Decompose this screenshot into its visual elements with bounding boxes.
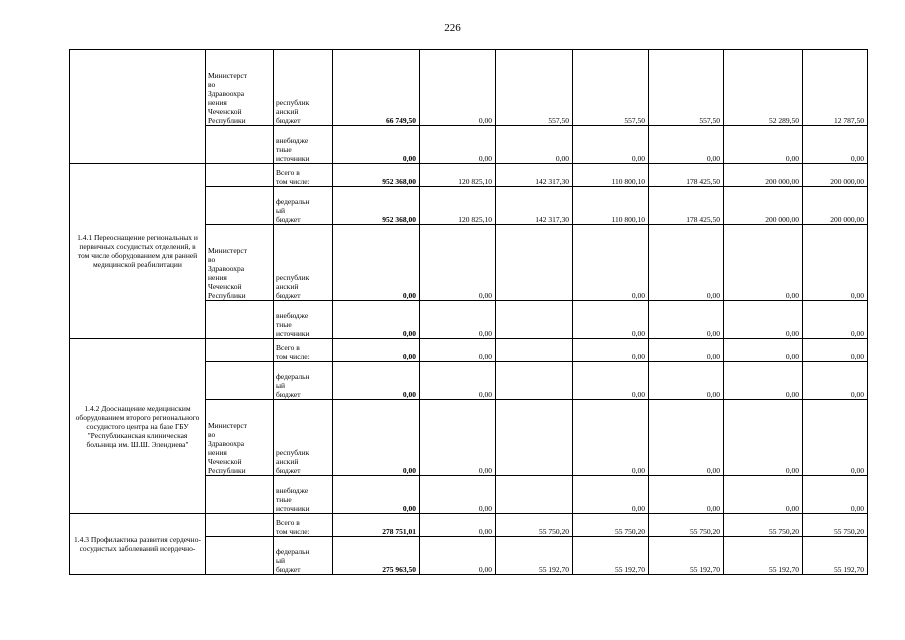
year-value-cell: 0,00 [420, 225, 496, 301]
year-value-cell: 0,00 [803, 400, 868, 476]
source-cell: Всего в том числе: [274, 339, 333, 362]
year-value-cell: 55 750,20 [573, 514, 649, 537]
source-cell: внебюдже тные источники [274, 126, 333, 164]
source-cell: федеральн ый бюджет [274, 187, 333, 225]
year-value-cell: 200 000,00 [724, 187, 803, 225]
year-value-cell: 0,00 [803, 126, 868, 164]
source-cell: федеральн ый бюджет [274, 537, 333, 575]
total-value-cell: 952 368,00 [333, 164, 420, 187]
year-value-cell: 0,00 [420, 362, 496, 400]
year-value-cell: 55 750,20 [649, 514, 724, 537]
executor-cell [206, 301, 274, 339]
program-cell: 1.4.2 Дооснащение медицинским оборудованием второго регионального сосудистого центра на базе ГБУ "Республиканская клиническая больница им. Ш.Ш. Элендиева" [70, 339, 206, 514]
year-value-cell: 55 192,70 [496, 537, 573, 575]
year-value-cell [496, 339, 573, 362]
year-value-cell: 0,00 [573, 126, 649, 164]
source-cell: внебюдже тные источники [274, 301, 333, 339]
year-value-cell: 200 000,00 [724, 164, 803, 187]
source-cell: республик анский бюджет [274, 50, 333, 126]
year-value-cell: 557,50 [573, 50, 649, 126]
year-value-cell: 0,00 [649, 362, 724, 400]
year-value-cell: 0,00 [803, 362, 868, 400]
total-value-cell: 0,00 [333, 476, 420, 514]
year-value-cell: 120 825,10 [420, 164, 496, 187]
source-cell: Всего в том числе: [274, 164, 333, 187]
table-body [70, 50, 868, 575]
year-value-cell: 178 425,50 [649, 187, 724, 225]
year-value-cell: 12 787,50 [803, 50, 868, 126]
year-value-cell: 0,00 [649, 225, 724, 301]
executor-cell: Министерст во Здравоохра нения Чеченской Республики [206, 50, 274, 126]
year-value-cell: 0,00 [420, 400, 496, 476]
table-row [70, 164, 868, 187]
executor-cell [206, 126, 274, 164]
year-value-cell: 0,00 [573, 400, 649, 476]
year-value-cell: 0,00 [649, 339, 724, 362]
executor-cell [206, 362, 274, 400]
year-value-cell [496, 400, 573, 476]
year-value-cell: 0,00 [649, 301, 724, 339]
executor-cell: Министерст во Здравоохра нения Чеченской Республики [206, 400, 274, 476]
year-value-cell: 55 192,70 [573, 537, 649, 575]
year-value-cell: 55 192,70 [649, 537, 724, 575]
year-value-cell: 0,00 [420, 476, 496, 514]
year-value-cell: 0,00 [573, 339, 649, 362]
year-value-cell: 0,00 [573, 362, 649, 400]
year-value-cell: 178 425,50 [649, 164, 724, 187]
source-cell: республик анский бюджет [274, 400, 333, 476]
year-value-cell: 55 192,70 [803, 537, 868, 575]
total-value-cell: 0,00 [333, 225, 420, 301]
page-number: 226 [444, 22, 461, 34]
year-value-cell [496, 476, 573, 514]
year-value-cell: 0,00 [803, 476, 868, 514]
total-value-cell: 0,00 [333, 126, 420, 164]
executor-cell [206, 537, 274, 575]
year-value-cell [496, 225, 573, 301]
executor-cell [206, 164, 274, 187]
year-value-cell: 0,00 [724, 225, 803, 301]
total-value-cell: 0,00 [333, 400, 420, 476]
year-value-cell: 55 192,70 [724, 537, 803, 575]
year-value-cell: 0,00 [724, 339, 803, 362]
source-cell: федеральн ый бюджет [274, 362, 333, 400]
year-value-cell: 200 000,00 [803, 164, 868, 187]
year-value-cell: 142 317,30 [496, 164, 573, 187]
year-value-cell: 0,00 [649, 400, 724, 476]
executor-cell [206, 476, 274, 514]
total-value-cell: 0,00 [333, 339, 420, 362]
year-value-cell: 557,50 [649, 50, 724, 126]
year-value-cell: 0,00 [649, 126, 724, 164]
table-row [70, 339, 868, 362]
year-value-cell: 0,00 [573, 301, 649, 339]
program-cell: 1.4.3 Профилактика развития сердечно-сосудистых заболеваний исердечно- [70, 514, 206, 575]
year-value-cell [496, 362, 573, 400]
total-value-cell: 275 963,50 [333, 537, 420, 575]
year-value-cell: 110 800,10 [573, 187, 649, 225]
year-value-cell: 557,50 [496, 50, 573, 126]
year-value-cell: 55 750,20 [496, 514, 573, 537]
executor-cell [206, 339, 274, 362]
year-value-cell: 0,00 [420, 339, 496, 362]
year-value-cell: 0,00 [420, 126, 496, 164]
year-value-cell: 0,00 [724, 301, 803, 339]
year-value-cell: 0,00 [724, 126, 803, 164]
year-value-cell: 0,00 [496, 126, 573, 164]
executor-cell [206, 514, 274, 537]
source-cell: республик анский бюджет [274, 225, 333, 301]
year-value-cell: 0,00 [420, 537, 496, 575]
year-value-cell: 200 000,00 [803, 187, 868, 225]
total-value-cell: 0,00 [333, 301, 420, 339]
year-value-cell: 52 289,50 [724, 50, 803, 126]
table-row [70, 50, 868, 126]
year-value-cell: 55 750,20 [724, 514, 803, 537]
year-value-cell: 0,00 [803, 301, 868, 339]
table-row [70, 514, 868, 537]
executor-cell [206, 187, 274, 225]
total-value-cell: 278 751,01 [333, 514, 420, 537]
year-value-cell: 0,00 [420, 301, 496, 339]
year-value-cell: 0,00 [724, 362, 803, 400]
source-cell: Всего в том числе: [274, 514, 333, 537]
program-cell: 1.4.1 Переоснащение региональных и первичных сосудистых отделений, в том числе оборудованием для ранней медицинской реабилитации [70, 164, 206, 339]
total-value-cell: 66 749,50 [333, 50, 420, 126]
source-cell: внебюдже тные источники [274, 476, 333, 514]
year-value-cell [496, 301, 573, 339]
year-value-cell: 0,00 [573, 225, 649, 301]
budget-table [69, 49, 868, 575]
year-value-cell: 0,00 [649, 476, 724, 514]
year-value-cell: 120 825,10 [420, 187, 496, 225]
year-value-cell: 0,00 [724, 400, 803, 476]
year-value-cell: 0,00 [420, 514, 496, 537]
program-cell [70, 50, 206, 164]
executor-cell: Министерст во Здравоохра нения Чеченской Республики [206, 225, 274, 301]
total-value-cell: 952 368,00 [333, 187, 420, 225]
year-value-cell: 110 800,10 [573, 164, 649, 187]
year-value-cell: 0,00 [724, 476, 803, 514]
total-value-cell: 0,00 [333, 362, 420, 400]
year-value-cell: 55 750,20 [803, 514, 868, 537]
year-value-cell: 0,00 [803, 339, 868, 362]
year-value-cell: 142 317,30 [496, 187, 573, 225]
year-value-cell: 0,00 [803, 225, 868, 301]
year-value-cell: 0,00 [573, 476, 649, 514]
year-value-cell: 0,00 [420, 50, 496, 126]
